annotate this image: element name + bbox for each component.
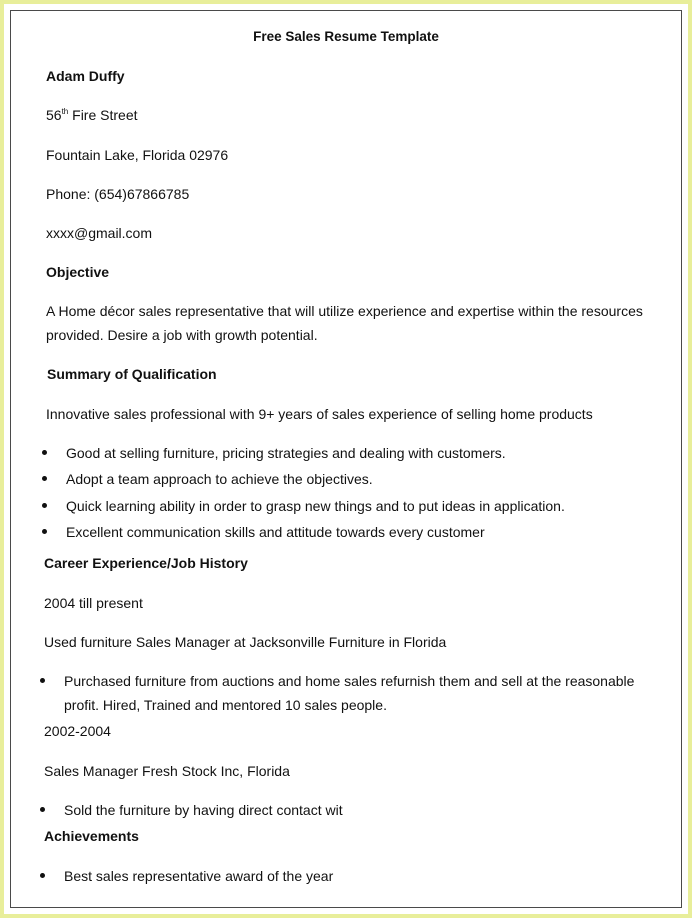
job1-role: Used furniture Sales Manager at Jacksonville Furniture in Florida bbox=[44, 634, 447, 650]
job1-period: 2004 till present bbox=[44, 595, 143, 611]
summary-heading: Summary of Qualification bbox=[47, 366, 217, 382]
objective-heading: Objective bbox=[46, 264, 110, 280]
summary-bullet-1: Good at selling furniture, pricing strategies and dealing with customers. bbox=[66, 445, 506, 461]
career-heading: Career Experience/Job History bbox=[44, 555, 248, 571]
address-city: Fountain Lake, Florida 02976 bbox=[46, 147, 229, 163]
job2-period: 2002-2004 bbox=[44, 723, 111, 739]
bullet-icon bbox=[40, 678, 45, 683]
document-title: Free Sales Resume Template bbox=[253, 29, 439, 44]
summary-bullet-2: Adopt a team approach to achieve the objectives. bbox=[66, 471, 373, 487]
job1-bullet-line-2: profit. Hired, Trained and mentored 10 sales people. bbox=[64, 697, 387, 713]
achievements-heading: Achievements bbox=[44, 828, 139, 844]
phone-number: Phone: (654)67866785 bbox=[46, 186, 190, 202]
address-street bbox=[46, 106, 138, 124]
street-name: Fire Street bbox=[68, 107, 138, 123]
summary-intro: Innovative sales professional with 9+ years of sales experience of selling home products bbox=[46, 406, 593, 422]
objective-text-line-1: A Home décor sales representative that will utilize experience and expertise within the resources bbox=[46, 303, 643, 319]
street-number-suffix: th bbox=[61, 107, 69, 116]
bullet-icon bbox=[40, 873, 45, 878]
email-address: xxxx@gmail.com bbox=[46, 225, 153, 241]
achievement-bullet: Best sales representative award of the year bbox=[64, 868, 334, 884]
applicant-name: Adam Duffy bbox=[46, 68, 125, 84]
bullet-icon bbox=[42, 529, 47, 534]
street-number: 56 bbox=[46, 107, 62, 123]
bullet-icon bbox=[42, 450, 47, 455]
job1-bullet-line-1: Purchased furniture from auctions and home sales refurnish them and sell at the reasonable bbox=[64, 673, 635, 689]
bullet-icon bbox=[42, 503, 47, 508]
job2-role: Sales Manager Fresh Stock Inc, Florida bbox=[44, 763, 290, 779]
job2-bullet: Sold the furniture by having direct contact wit bbox=[64, 802, 343, 818]
objective-text-line-2: provided. Desire a job with growth potential. bbox=[46, 327, 318, 343]
summary-bullet-3: Quick learning ability in order to grasp new things and to put ideas in application. bbox=[66, 498, 565, 514]
summary-bullet-4: Excellent communication skills and attitude towards every customer bbox=[66, 524, 485, 540]
bullet-icon bbox=[42, 476, 47, 481]
bullet-icon bbox=[40, 807, 45, 812]
